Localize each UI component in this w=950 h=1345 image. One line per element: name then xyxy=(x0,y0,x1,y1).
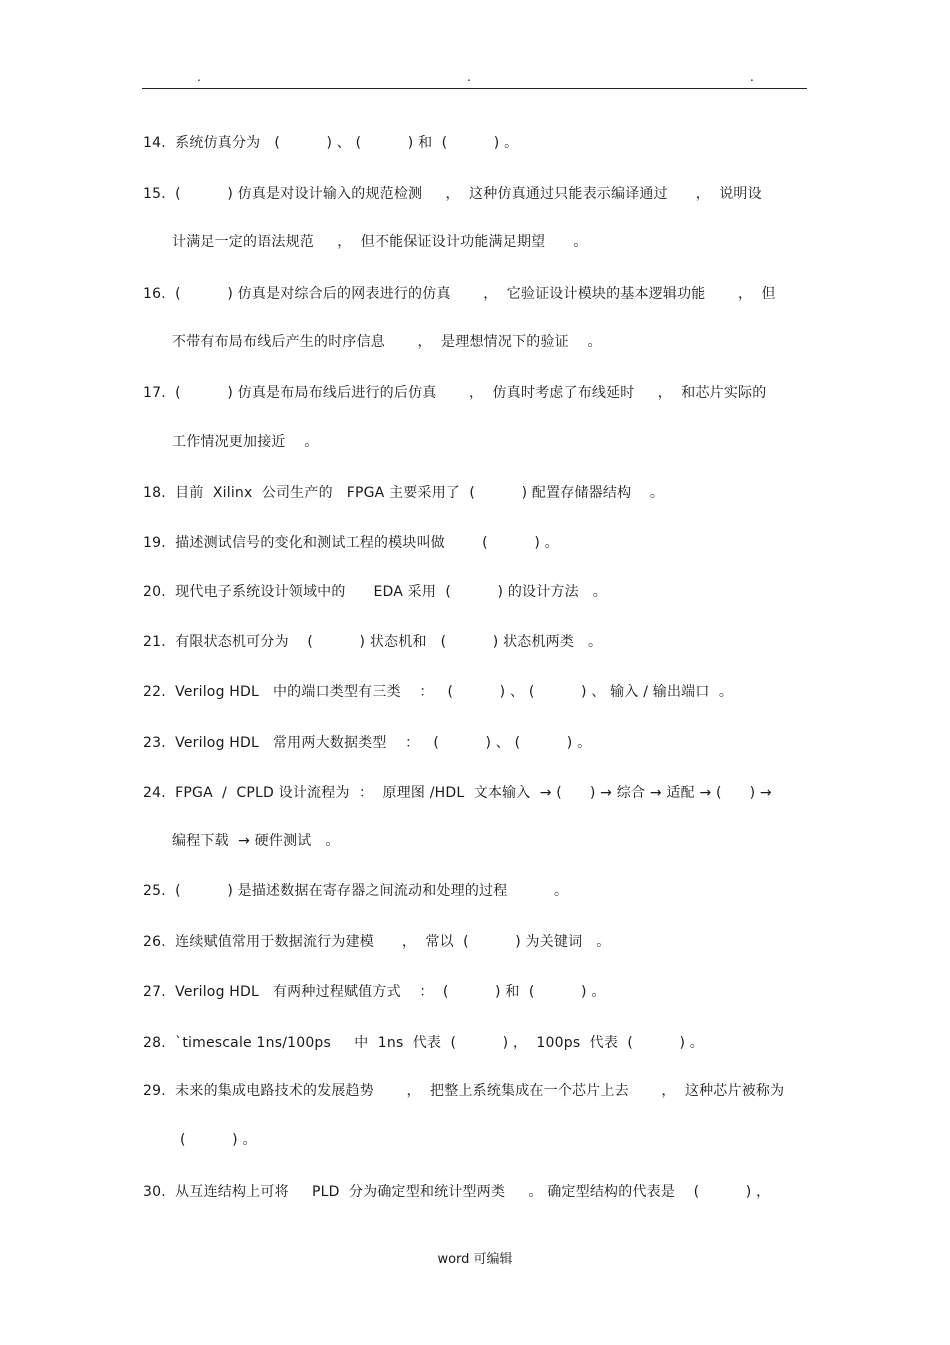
question-22: 22. Verilog HDL 中的端口类型有三类 ： ( ) 、 ( ) 、 输入 / 输出端口 。 xyxy=(143,684,734,700)
header-dot-right: . xyxy=(750,70,754,84)
question-14: 14. 系统仿真分为 ( ) 、 ( ) 和 ( ) 。 xyxy=(143,135,519,151)
question-17-continuation: 工作情况更加接近 。 xyxy=(172,434,319,450)
question-15: 15. ( ) 仿真是对设计输入的规范检测 ， 这种仿真通过只能表示编译通过 ， 说明设 xyxy=(143,186,762,202)
question-16-continuation: 不带有布局布线后产生的时序信息 ， 是理想情况下的验证 。 xyxy=(172,334,602,350)
question-18: 18. 目前 Xilinx 公司生产的 FPGA 主要采用了 ( ) 配置存储器结构 。 xyxy=(143,485,665,501)
question-20: 20. 现代电子系统设计领域中的 EDA 采用 ( ) 的设计方法 。 xyxy=(143,584,607,600)
question-24-continuation: 编程下载 → 硬件测试 。 xyxy=(172,833,340,849)
question-26: 26. 连续赋值常用于数据流行为建模 ， 常以 ( ) 为关键词 。 xyxy=(143,934,611,950)
question-27: 27. Verilog HDL 有两种过程赋值方式 ： ( ) 和 ( ) 。 xyxy=(143,984,606,1000)
question-30: 30. 从互连结构上可将 PLD 分为确定型和统计型两类 。 确定型结构的代表是 ( ) ， xyxy=(143,1184,771,1200)
question-25: 25. ( ) 是描述数据在寄存器之间流动和处理的过程 。 xyxy=(143,883,569,899)
header-dot-left: . xyxy=(197,70,201,84)
header-rule xyxy=(142,88,807,89)
question-29: 29. 未来的集成电路技术的发展趋势 ， 把整上系统集成在一个芯片上去 ， 这种芯片被称为 xyxy=(143,1083,785,1099)
question-23: 23. Verilog HDL 常用两大数据类型 ： ( ) 、 ( ) 。 xyxy=(143,735,592,751)
question-24: 24. FPGA / CPLD 设计流程为 ： 原理图 /HDL 文本输入 → ( ) → 综合 → 适配 → ( ) → xyxy=(143,785,772,801)
question-19: 19. 描述测试信号的变化和测试工程的模块叫做 ( ) 。 xyxy=(143,535,559,551)
question-16: 16. ( ) 仿真是对综合后的网表进行的仿真 ， 它验证设计模块的基本逻辑功能 ， 但 xyxy=(143,286,776,302)
question-21: 21. 有限状态机可分为 ( ) 状态机和 ( ) 状态机两类 。 xyxy=(143,634,603,650)
question-17: 17. ( ) 仿真是布局布线后进行的后仿真 ， 仿真时考虑了布线延时 ， 和芯片实际的 xyxy=(143,385,767,401)
header-dot-center: . xyxy=(467,70,471,84)
question-15-continuation: 计满足一定的语法规范 ， 但不能保证设计功能满足期望 。 xyxy=(172,234,588,250)
question-28: 28. `timescale 1ns/100ps 中 1ns 代表 ( ) ， 100ps 代表 ( ) 。 xyxy=(143,1035,704,1051)
question-29-continuation: ( ) 。 xyxy=(180,1132,257,1148)
page-footer: word 可编辑 xyxy=(437,1252,513,1267)
